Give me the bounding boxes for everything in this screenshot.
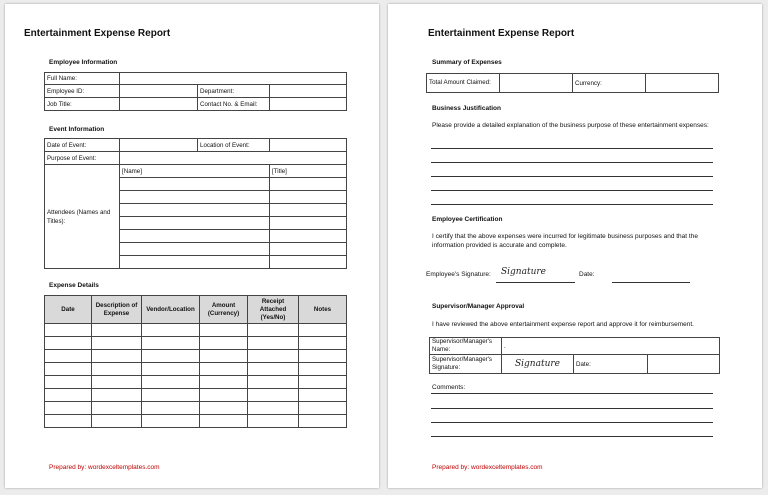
approval-statement: I have reviewed the above entertainment expense report and approve it for reimbursement.: [432, 321, 694, 328]
signature-date-line[interactable]: [612, 282, 690, 283]
expense-details-table: [44, 295, 347, 428]
expense-section-heading: Expense Details: [49, 282, 99, 289]
expense-row: [45, 350, 347, 363]
expense-cell[interactable]: [142, 324, 200, 337]
comments-label: Comments:: [432, 384, 466, 391]
expense-cell[interactable]: [248, 376, 299, 389]
page-title: Entertainment Expense Report: [24, 28, 171, 39]
employee-signature-label: Employee's Signature:: [426, 271, 491, 278]
expense-cell[interactable]: [45, 389, 92, 402]
attendee-title-field[interactable]: [270, 217, 347, 230]
expense-rows: [45, 324, 347, 428]
attendee-name-field[interactable]: [120, 191, 270, 204]
expense-cell[interactable]: [248, 337, 299, 350]
col-receipt-header: Receipt Attached (Yes/No): [248, 296, 299, 324]
expense-row: [45, 376, 347, 389]
expense-cell[interactable]: [200, 415, 248, 428]
attendee-name-field[interactable]: [120, 178, 270, 191]
expense-cell[interactable]: [92, 389, 142, 402]
full-name-label: Full Name:: [45, 73, 120, 85]
expense-cell[interactable]: [299, 415, 347, 428]
event-purpose-field[interactable]: [120, 152, 347, 165]
comments-line[interactable]: [431, 422, 713, 423]
report-page-2: [388, 4, 762, 488]
certification-statement: I certify that the above expenses were incurred for legitimate business purposes and that the information provided is accurate and complete.: [432, 233, 698, 249]
supervisor-name-field[interactable]: .: [502, 338, 720, 355]
expense-cell[interactable]: [45, 402, 92, 415]
expense-cell[interactable]: [142, 402, 200, 415]
attendee-name-field[interactable]: [120, 230, 270, 243]
employee-signature-line[interactable]: [496, 282, 575, 283]
attendee-name-field[interactable]: [120, 243, 270, 256]
employee-section-heading: Employee Information: [49, 59, 118, 66]
total-amount-field[interactable]: [500, 74, 573, 93]
expense-cell[interactable]: [142, 350, 200, 363]
expense-cell[interactable]: [142, 363, 200, 376]
total-amount-label: Total Amount Claimed:: [427, 74, 500, 93]
event-purpose-label: Purpose of Event:: [45, 152, 120, 165]
supervisor-name-label: Supervisor/Manager's Name:: [430, 338, 502, 355]
expense-cell[interactable]: [92, 337, 142, 350]
expense-cell[interactable]: [248, 350, 299, 363]
attendee-title-field[interactable]: [270, 256, 347, 269]
expense-cell[interactable]: [142, 376, 200, 389]
expense-cell[interactable]: [299, 389, 347, 402]
job-title-field[interactable]: [120, 98, 198, 111]
expense-cell[interactable]: [142, 389, 200, 402]
expense-cell[interactable]: [299, 363, 347, 376]
justification-line[interactable]: [431, 162, 713, 163]
employee-signature-mark: Signature: [501, 267, 547, 277]
approval-date-field[interactable]: [648, 355, 720, 374]
expense-row: [45, 402, 347, 415]
summary-table: [426, 73, 719, 93]
event-location-field[interactable]: [270, 139, 347, 152]
event-location-label: Location of Event:: [198, 139, 270, 152]
employee-id-field[interactable]: [120, 85, 198, 98]
expense-cell[interactable]: [299, 337, 347, 350]
expense-cell[interactable]: [200, 389, 248, 402]
certification-section-heading: Employee Certification: [432, 216, 503, 223]
summary-section-heading: Summary of Expenses: [432, 59, 502, 66]
expense-cell[interactable]: [299, 324, 347, 337]
event-info-table: [44, 138, 347, 269]
expense-cell[interactable]: [142, 415, 200, 428]
currency-label: Currency:: [573, 74, 646, 93]
expense-cell[interactable]: [200, 350, 248, 363]
event-date-label: Date of Event:: [45, 139, 120, 152]
expense-cell[interactable]: [200, 402, 248, 415]
expense-row: [45, 363, 347, 376]
col-date-header: Date: [45, 296, 92, 324]
expense-cell[interactable]: [200, 363, 248, 376]
contact-field[interactable]: [270, 98, 347, 111]
expense-cell[interactable]: [248, 415, 299, 428]
contact-label: Contact No. & Email:: [198, 98, 270, 111]
expense-row: [45, 415, 347, 428]
col-amount-header: Amount (Currency): [200, 296, 248, 324]
attendee-name-field[interactable]: [120, 204, 270, 217]
department-field[interactable]: [270, 85, 347, 98]
comments-line[interactable]: [431, 393, 713, 394]
expense-row: [45, 324, 347, 337]
expense-cell[interactable]: [142, 337, 200, 350]
expense-cell[interactable]: [92, 350, 142, 363]
footer-credit: Prepared by: wordexceltemplates.com: [432, 464, 543, 471]
event-section-heading: Event Information: [49, 126, 105, 133]
supervisor-signature-field[interactable]: [502, 355, 574, 374]
expense-cell[interactable]: [299, 350, 347, 363]
expense-row: [45, 337, 347, 350]
comments-line[interactable]: [431, 408, 713, 409]
expense-cell[interactable]: [92, 376, 142, 389]
supervisor-signature-label: Supervisor/Manager's Signature:: [430, 355, 502, 374]
expense-cell[interactable]: [45, 350, 92, 363]
col-description-header: Description of Expense: [92, 296, 142, 324]
justification-instructions: Please provide a detailed explanation of the business purpose of these entertainment expenses:: [432, 122, 709, 129]
expense-cell[interactable]: [299, 376, 347, 389]
attendees-label: Attendees (Names and Titles):: [45, 165, 120, 269]
expense-cell[interactable]: [200, 337, 248, 350]
full-name-field[interactable]: [120, 73, 347, 85]
attendee-title-field[interactable]: [Title]: [270, 165, 347, 178]
page-title: Entertainment Expense Report: [428, 28, 575, 39]
signature-date-label: Date:: [579, 271, 595, 278]
expense-cell[interactable]: [200, 324, 248, 337]
supervisor-signature-mark: Signature: [514, 359, 560, 369]
attendee-title-field[interactable]: [270, 243, 347, 256]
expense-cell[interactable]: [248, 363, 299, 376]
expense-cell[interactable]: [92, 324, 142, 337]
expense-cell[interactable]: [45, 324, 92, 337]
col-notes-header: Notes: [299, 296, 347, 324]
currency-field[interactable]: [646, 74, 719, 93]
justification-section-heading: Business Justification: [432, 105, 501, 112]
employee-id-label: Employee ID:: [45, 85, 120, 98]
justification-line[interactable]: [431, 148, 713, 149]
approval-table: [429, 337, 720, 374]
department-label: Department:: [198, 85, 270, 98]
attendee-title-field[interactable]: [270, 204, 347, 217]
attendee-name-field[interactable]: [Name]: [120, 165, 270, 178]
footer-credit: Prepared by: wordexceltemplates.com: [49, 464, 160, 471]
attendee-name-field[interactable]: [120, 217, 270, 230]
expense-cell[interactable]: [248, 389, 299, 402]
expense-cell[interactable]: [45, 376, 92, 389]
attendee-title-field[interactable]: [270, 191, 347, 204]
report-page-1: [5, 4, 379, 488]
expense-cell[interactable]: [299, 402, 347, 415]
justification-line[interactable]: [431, 190, 713, 191]
expense-cell[interactable]: [45, 337, 92, 350]
comments-line[interactable]: [431, 436, 713, 437]
expense-cell[interactable]: [45, 415, 92, 428]
expense-cell[interactable]: [92, 415, 142, 428]
expense-cell[interactable]: [248, 324, 299, 337]
approval-date-label: Date:: [574, 355, 648, 374]
event-date-field[interactable]: [120, 139, 198, 152]
job-title-label: Job Title:: [45, 98, 120, 111]
expense-cell[interactable]: [248, 402, 299, 415]
justification-line[interactable]: [431, 176, 713, 177]
approval-section-heading: Supervisor/Manager Approval: [432, 303, 525, 310]
attendee-title-field[interactable]: [270, 230, 347, 243]
expense-cell[interactable]: [45, 363, 92, 376]
justification-line[interactable]: [431, 204, 713, 205]
col-vendor-header: Vendor/Location: [142, 296, 200, 324]
attendee-title-field[interactable]: [270, 178, 347, 191]
attendee-name-field[interactable]: [120, 256, 270, 269]
expense-row: [45, 389, 347, 402]
expense-cell[interactable]: [92, 402, 142, 415]
expense-cell[interactable]: [200, 376, 248, 389]
employee-info-table: [44, 72, 347, 111]
expense-cell[interactable]: [92, 363, 142, 376]
